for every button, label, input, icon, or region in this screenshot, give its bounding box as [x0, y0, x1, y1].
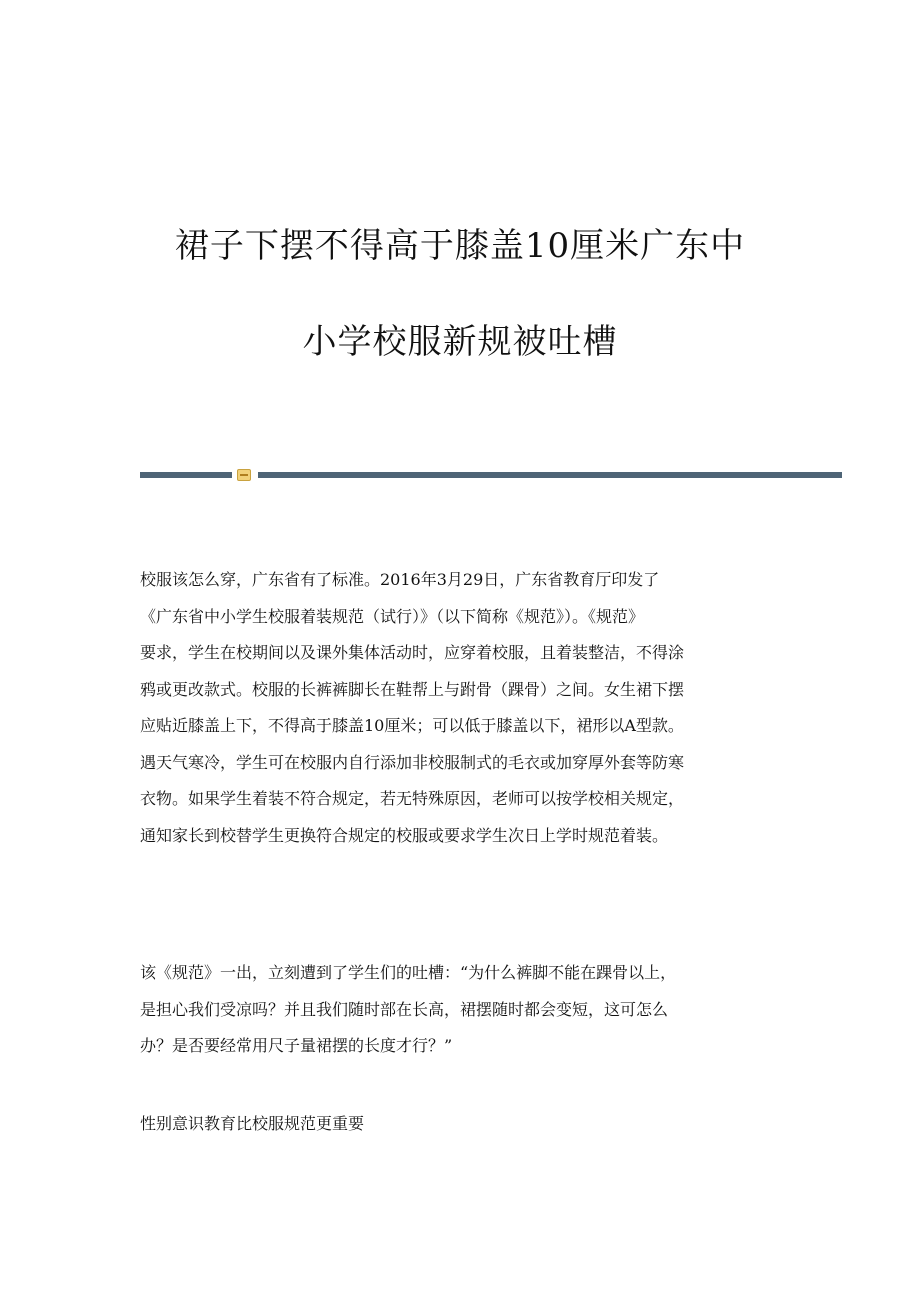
paragraph-line: 要求，学生在校期间以及课外集体活动时，应穿着校服，且着装整洁，不得涂	[140, 643, 685, 662]
paragraph-line: 通知家长到校替学生更换符合规定的校服或要求学生次日上学时规范着装。	[140, 825, 669, 845]
document-title-line-1: 裙子下摆不得高于膝盖10厘米广东中	[174, 226, 746, 266]
paragraph-line: 鸦或更改款式。校服的长裤裤脚长在鞋帮上与跗骨（踝骨）之间。女生裙下摆	[140, 679, 685, 699]
title-divider	[140, 469, 842, 483]
section-heading-text: 性别意识教育比校服规范更重要	[140, 1114, 365, 1133]
divider-bar-right	[258, 472, 842, 478]
divider-bar-left	[140, 472, 232, 478]
paragraph-line: 是担心我们受凉吗？并且我们随时部在长高，裙摆随时都会变短，这可怎么	[140, 999, 669, 1019]
paragraph-2	[140, 955, 780, 1065]
paragraph-line: 衣物。如果学生着装不符合规定，若无特殊原因，老师可以按学校相关规定，	[140, 789, 685, 808]
paragraph-1	[140, 562, 780, 854]
paragraph-line: 遇天气寒冷，学生可在校服内自行添加非校服制式的毛衣或加穿厚外套等防寒	[140, 752, 685, 772]
paragraph-line: 办？是否要经常用尺子量裙摆的长度才行？”	[140, 1036, 453, 1055]
paragraph-line: 应贴近膝盖上下，不得高于膝盖10厘米；可以低于膝盖以下，裙形以A型款。	[140, 716, 684, 735]
document-title-line-2: 小学校服新规被吐槽	[302, 322, 618, 362]
section-heading	[140, 1106, 780, 1143]
paragraph-line: 校服该怎么穿，广东省有了标准。2016年3月29日，广东省教育厅印发了	[140, 570, 660, 589]
paragraph-line: 《广东省中小学生校服着装规范（试行）》（以下简称《规范》）。《规范》	[140, 606, 645, 626]
paragraph-line: 该《规范》一出，立刻遭到了学生们的吐槽：“为什么裤脚不能在踝骨以上，	[140, 963, 677, 982]
divider-ornament-icon	[237, 469, 251, 481]
